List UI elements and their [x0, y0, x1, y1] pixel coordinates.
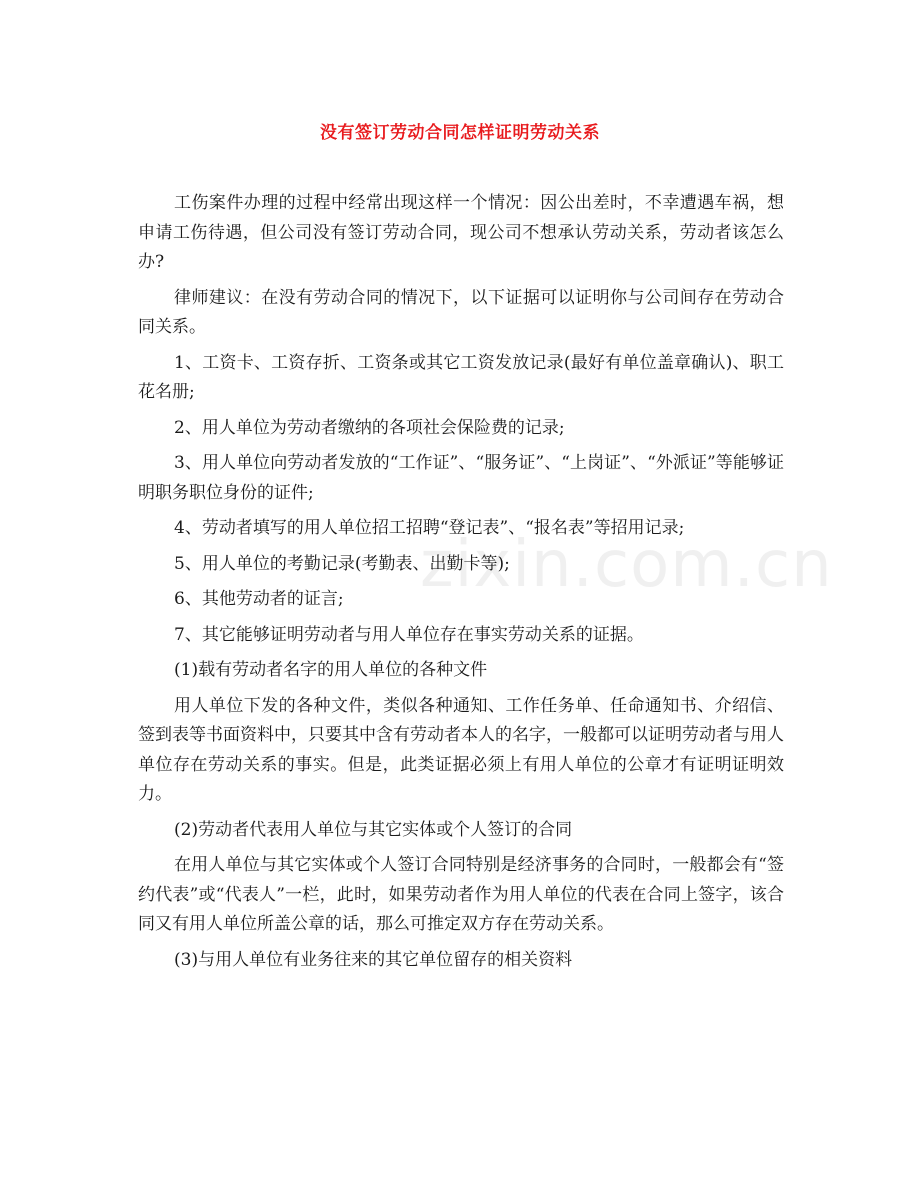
list-item-5: 5、用人单位的考勤记录(考勤表、出勤卡等);	[174, 553, 510, 574]
document-title: 没有签订劳动合同怎样证明劳动关系	[320, 123, 600, 143]
paragraph-intro: 工伤案件办理的过程中经常出现这样一个情况：因公出差时，不幸遭遇车祸，想申请工伤待遇，但公司没有签订劳动合同，现公司不想承认劳动关系，劳动者该怎么办?	[138, 193, 784, 272]
subheading-1: (1)载有劳动者名字的用人单位的各种文件	[174, 660, 488, 680]
document-body	[138, 189, 784, 981]
list-item-2: 2、用人单位为劳动者缴纳的各项社会保险费的记录;	[174, 417, 565, 438]
subheading-2: (2)劳动者代表用人单位与其它实体或个人签订的合同	[174, 819, 573, 840]
paragraph-subheading-1-body: 用人单位下发的各种文件，类似各种通知、工作任务单、任命通知书、介绍信、签到表等书面资料中，只要其中含有劳动者本人的名字，一般都可以证明劳动者与用人单位存在劳动关系的事实。但是，此类证据必须上有用人单位的公章才有证明证明效力。	[138, 695, 784, 804]
paragraph-subheading-2-body: 在用人单位与其它实体或个人签订合同特别是经济事务的合同时，一般都会有“签约代表”或“代表人”一栏，此时，如果劳动者作为用人单位的代表在合同上签字，该合同又有用人单位所盖公章的话，那么可推定双方存在劳动关系。	[138, 855, 784, 934]
list-item-7: 7、其它能够证明劳动者与用人单位存在事实劳动关系的证据。	[174, 624, 644, 645]
list-item-6: 6、其他劳动者的证言;	[174, 589, 344, 609]
list-item-4: 4、劳动者填写的用人单位招工招聘“登记表”、“报名表”等招用记录;	[174, 518, 685, 538]
list-item-3: 3、用人单位向劳动者发放的“工作证”、“服务证”、“上岗证”、“外派证”等能够证明职务职位身份的证件;	[138, 453, 784, 503]
watermark-text: zixin.com.cn	[420, 528, 833, 602]
subheading-3: (3)与用人单位有业务往来的其它单位留存的相关资料	[174, 949, 573, 970]
paragraph-lawyer-advice: 律师建议：在没有劳动合同的情况下，以下证据可以证明你与公司间存在劳动合同关系。	[138, 287, 784, 337]
list-item-1: 1、工资卡、工资存折、工资条或其它工资发放记录(最好有单位盖章确认)、职工花名册;	[138, 352, 784, 402]
